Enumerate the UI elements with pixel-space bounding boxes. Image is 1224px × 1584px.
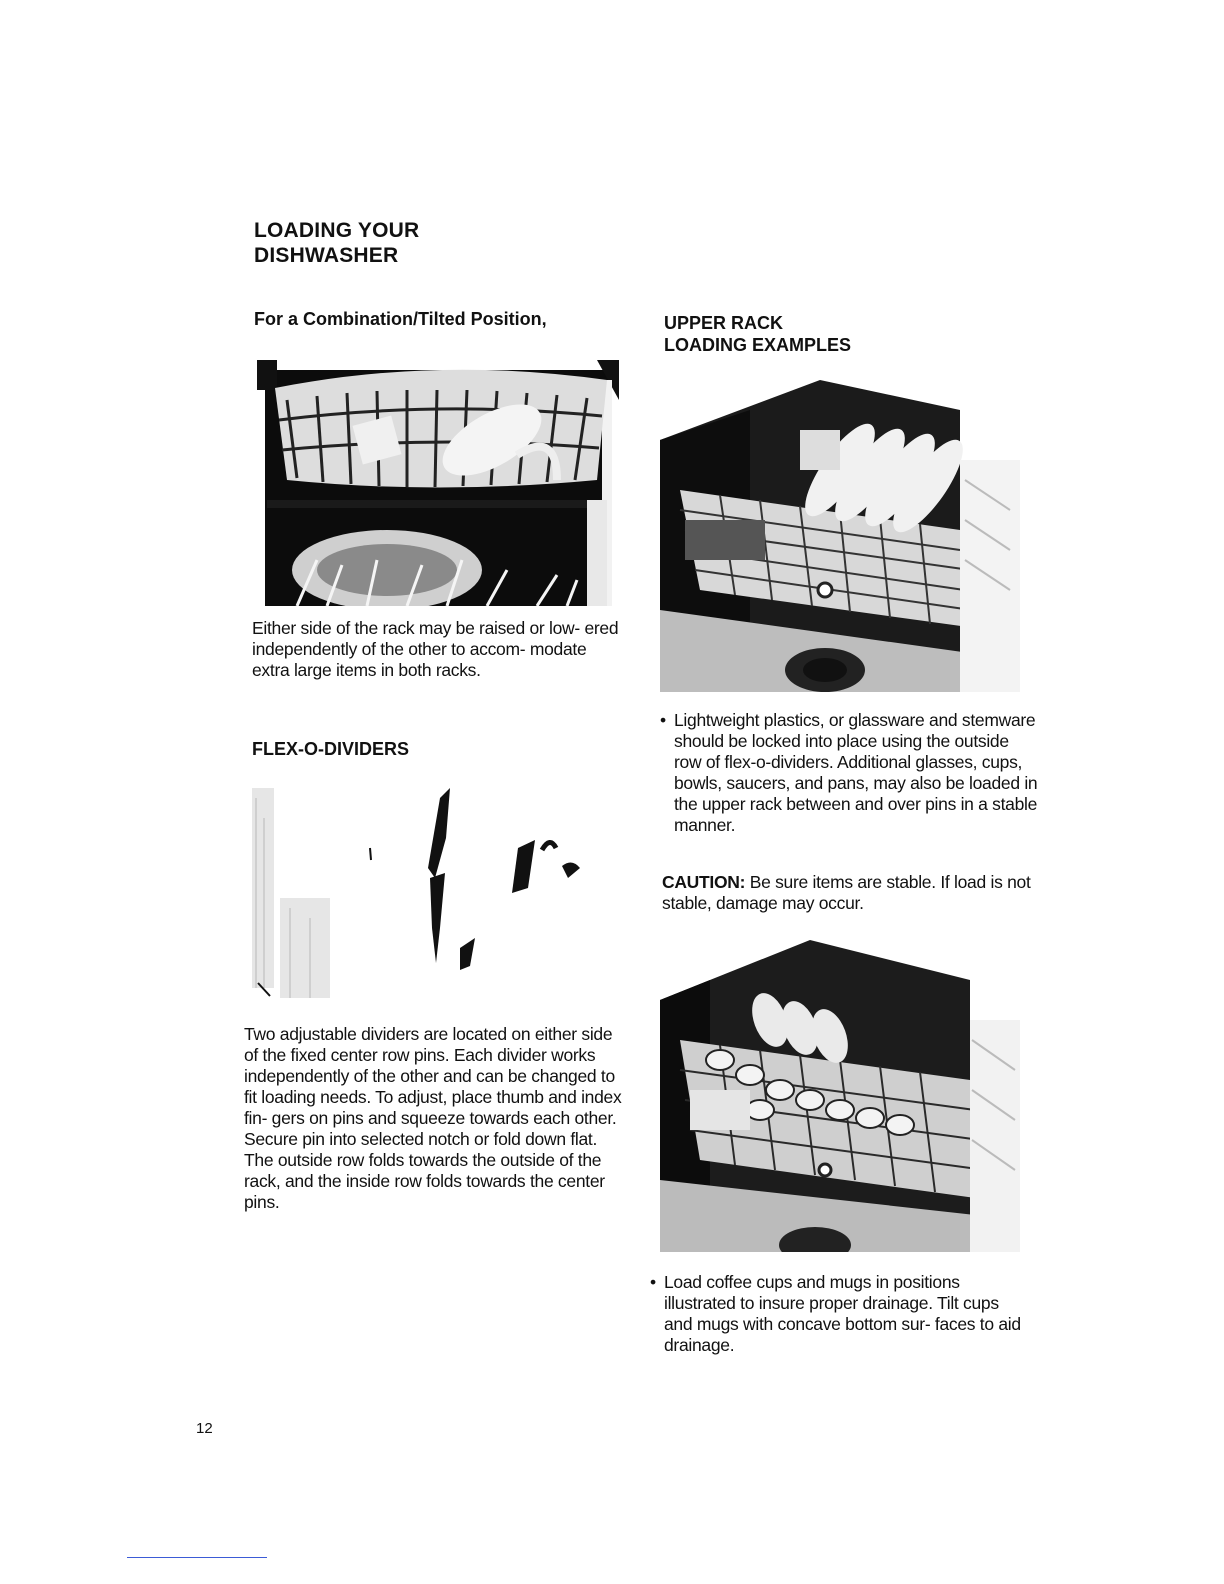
flex-o-dividers-description: Two adjustable dividers are located on either side of the fixed center row pins. Each divider works independently of the other and can be changed to fit loading needs. To adjust, place thumb and index fin- gers on pins and squeeze towards each other. Secure pin into selected notch or fold down flat. The outside row folds towards the outside of the rack, and the inside row folds towards the center pins. bbox=[244, 1024, 622, 1212]
cups-instruction: • Load coffee cups and mugs in positions illustrated to insure proper drainage. Tilt cups and mugs with concave bottom sur- faces to aid drainage. bbox=[650, 1272, 1030, 1356]
upper-rack-glasses-photo bbox=[660, 380, 1020, 692]
tilted-rack-photo bbox=[257, 360, 625, 606]
page-number: 12 bbox=[196, 1420, 213, 1437]
flex-o-dividers-heading: FLEX-O-DIVIDERS bbox=[252, 739, 410, 759]
cups-instructions-list bbox=[650, 1272, 1030, 1356]
upper-rack-cups-photo bbox=[660, 940, 1020, 1252]
glassware-instructions-list bbox=[660, 710, 1040, 836]
upper-rack-heading-line-1: UPPER RACK bbox=[664, 313, 784, 333]
combo-description: Either side of the rack may be raised or low- ered independently of the other to accom- modate extra large items in both racks. bbox=[252, 618, 619, 680]
caution-text: Be sure items are stable. If load is not stable, damage may occur. bbox=[662, 872, 1031, 913]
caution-label: CAUTION: bbox=[662, 872, 746, 892]
flex-o-dividers-photo bbox=[250, 778, 620, 1004]
upper-rack-glasses-illustration bbox=[660, 380, 1020, 692]
caution-note bbox=[662, 872, 1042, 914]
page-title-line-1: LOADING YOUR bbox=[254, 219, 420, 242]
page-title bbox=[254, 218, 419, 268]
glassware-instruction: • Lightweight plastics, or glassware and stemware should be locked into place using the outside row of flex-o-dividers. Additional glasses, cups, bowls, saucers, and pans, may also be loaded in the upper rack between and over pins in a stable manner. bbox=[660, 710, 1040, 836]
footer-rule bbox=[127, 1557, 267, 1558]
upper-rack-heading bbox=[664, 312, 851, 356]
page-title-line-2: DISHWASHER bbox=[254, 244, 399, 267]
upper-rack-heading-line-2: LOADING EXAMPLES bbox=[664, 335, 852, 355]
flex-o-dividers-illustration bbox=[250, 778, 620, 1004]
combo-heading: For a Combination/Tilted Position, bbox=[254, 309, 547, 329]
tilted-rack-illustration bbox=[257, 360, 625, 606]
upper-rack-cups-illustration bbox=[660, 940, 1020, 1252]
